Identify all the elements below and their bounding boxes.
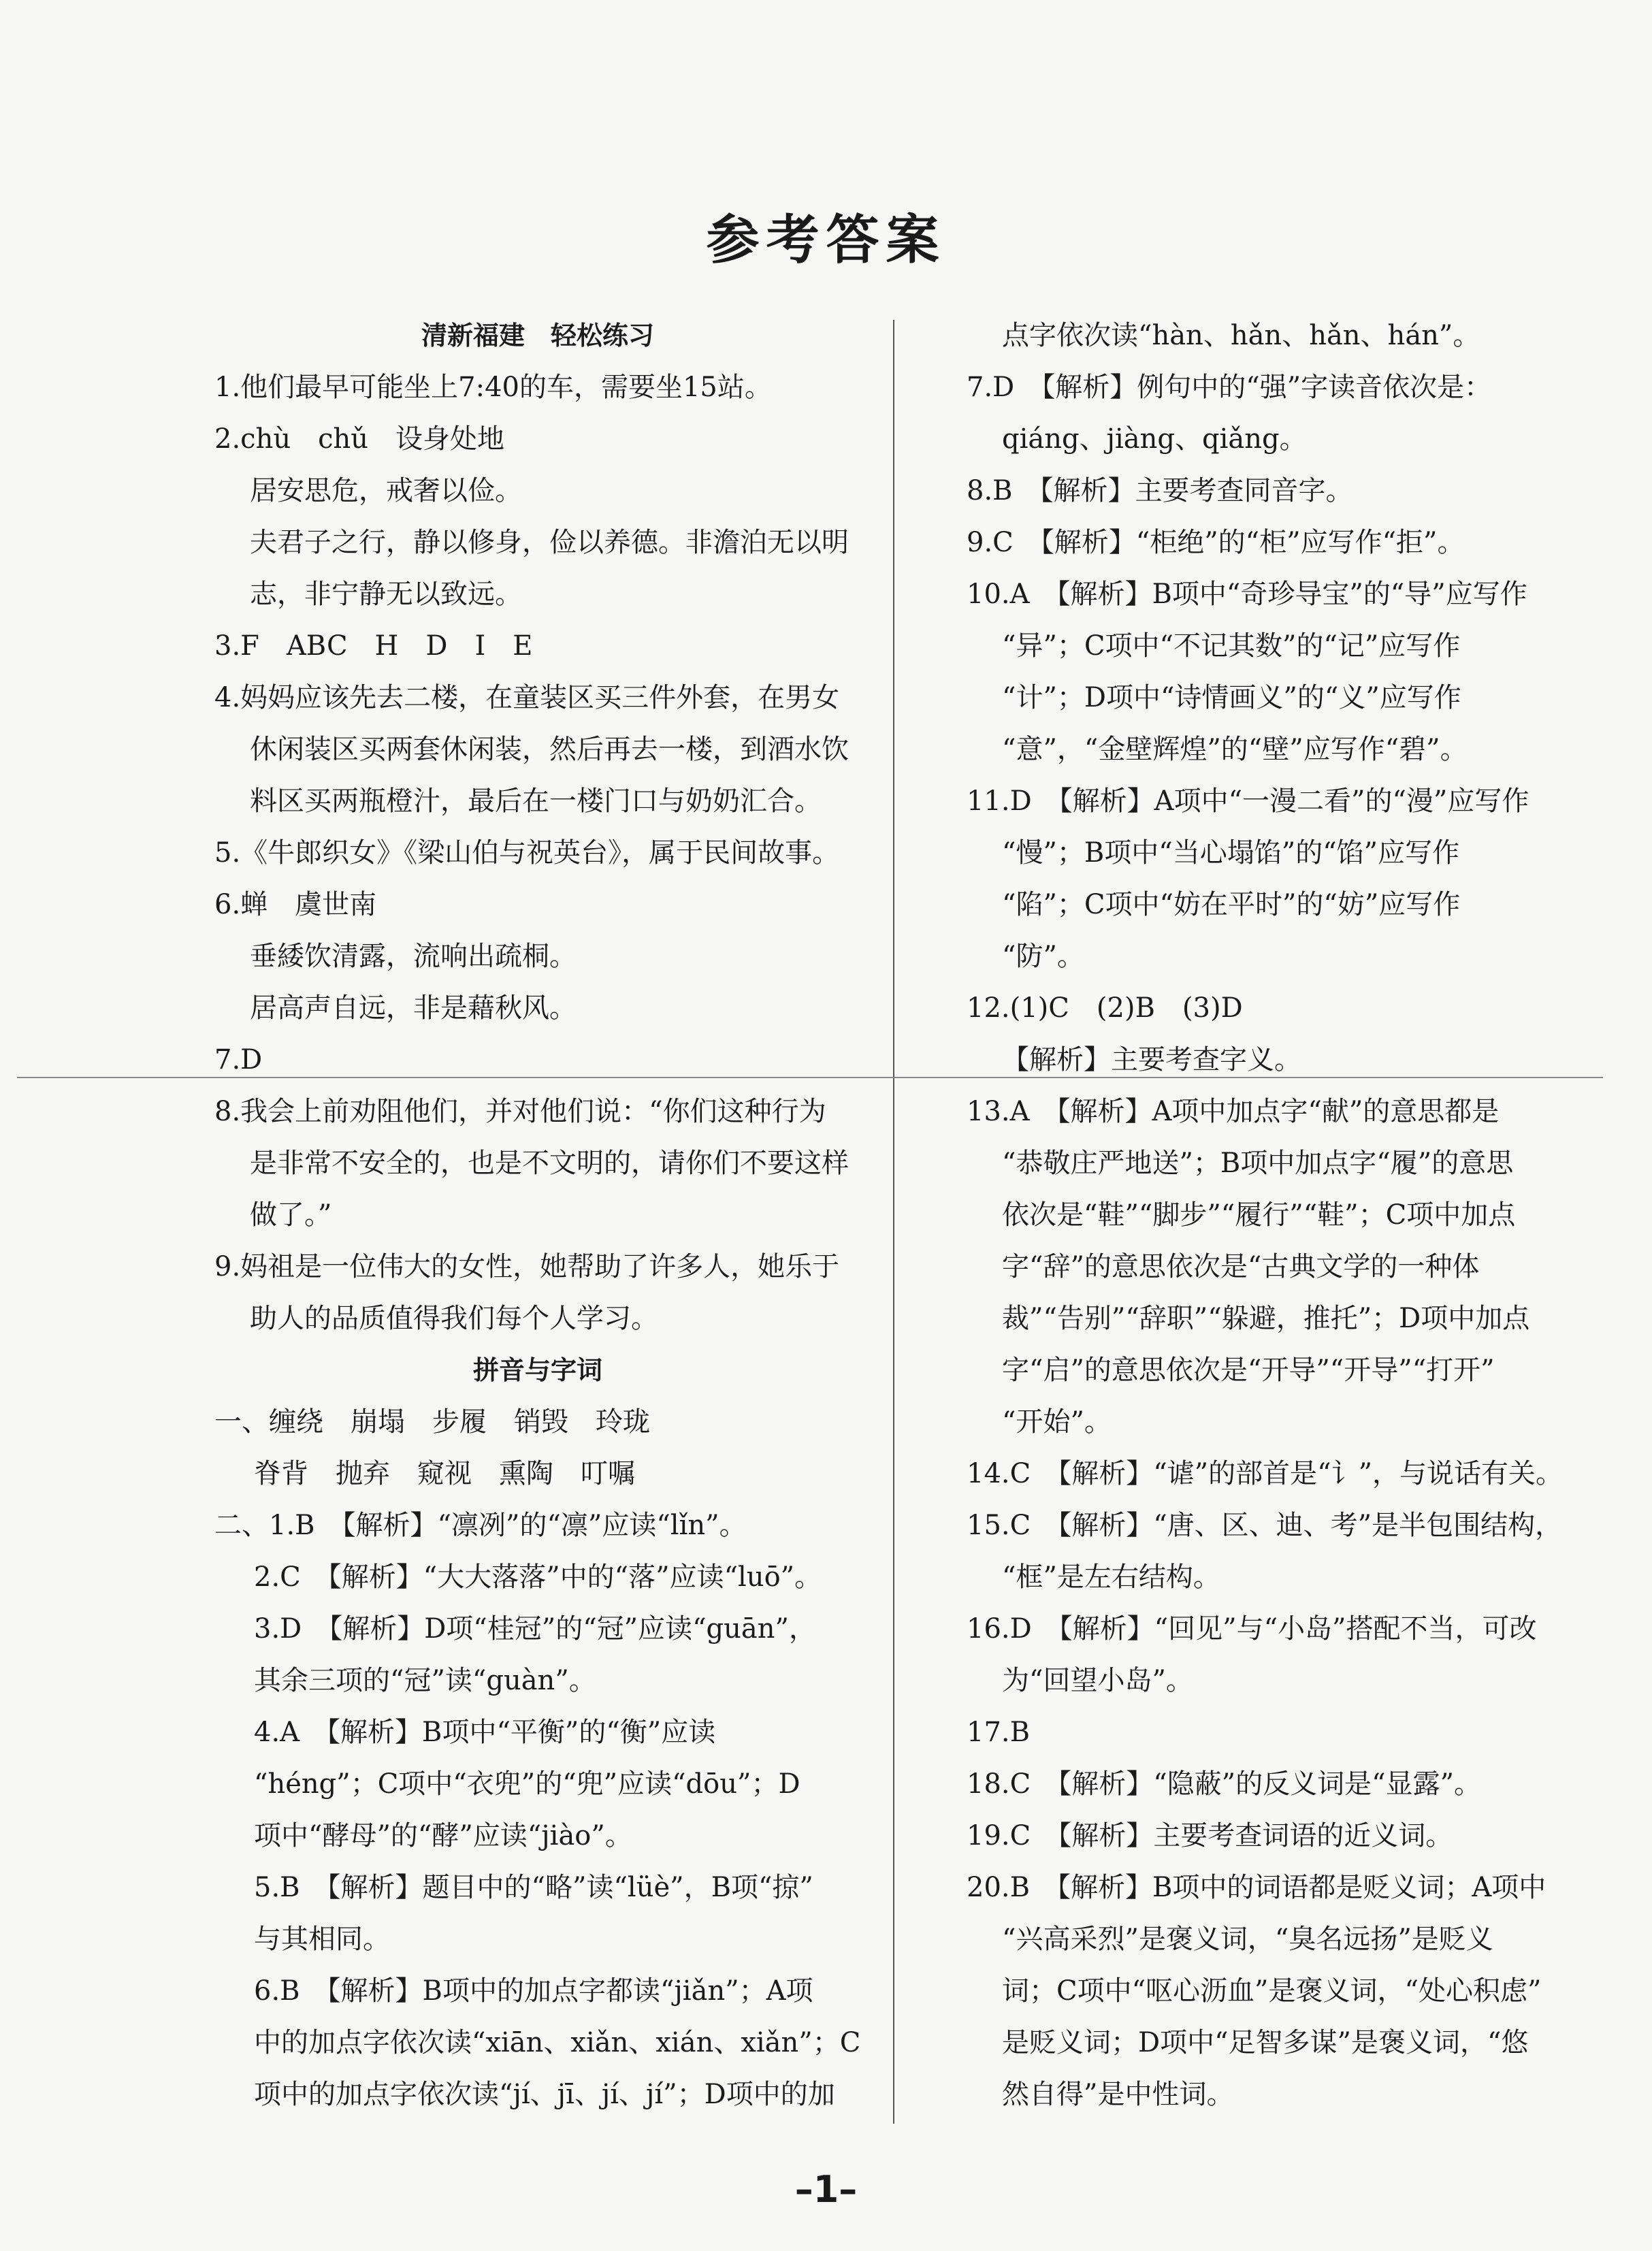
answer-line: 垂緌饮清露，流响出疏桐。 — [250, 941, 577, 972]
answer-line: 做了。” — [250, 1199, 332, 1231]
answer-line: 二、1.B 【解析】“凛冽”的“凛”应读“lǐn”。 — [214, 1510, 747, 1541]
answer-line: 20.B 【解析】B项中的词语都是贬义词；A项中 — [967, 1872, 1546, 1903]
section-title-practice: 清新福建 轻松练习 — [421, 321, 654, 351]
answer-line: “防”。 — [1002, 941, 1084, 972]
answer-line: 5.B 【解析】题目中的“略”读“lüè”，B项“掠” — [254, 1872, 813, 1903]
section-title-pinyin: 拼音与字词 — [472, 1355, 602, 1385]
page-title: 参考答案 — [706, 210, 946, 271]
answer-line: 11.D 【解析】A项中“一漫二看”的“漫”应写作 — [967, 786, 1529, 817]
answer-line: 与其相同。 — [254, 1924, 390, 1955]
answer-line: “慢”；B项中“当心塌馅”的“馅”应写作 — [1002, 837, 1460, 869]
answer-line: 6.B 【解析】B项中的加点字都读“jiǎn”；A项 — [254, 1975, 813, 2007]
answer-line: 夫君子之行，静以修身，俭以养德。非澹泊无以明 — [250, 527, 849, 558]
answer-line: 一、缠绕 崩塌 步履 销毁 玲珑 — [214, 1406, 650, 1438]
answer-line: 3.D 【解析】D项“桂冠”的“冠”应读“guān”， — [254, 1613, 816, 1645]
answer-line: 7.D 【解析】例句中的“强”字读音依次是： — [967, 372, 1492, 403]
answer-line: 脊背 抛弃 窥视 熏陶 叮嘱 — [254, 1458, 635, 1489]
answer-line: 【解析】主要考查字义。 — [1002, 1044, 1301, 1075]
column-divider — [893, 320, 894, 2124]
answer-line: “陷”；C项中“妨在平时”的“妨”应写作 — [1002, 889, 1461, 920]
answer-line: 5.《牛郎织女》《梁山伯与祝英台》，属于民间故事。 — [214, 837, 840, 869]
answer-line: 字“启”的意思依次是“开导”“开导”“打开” — [1002, 1355, 1495, 1386]
answer-line: 志，非宁静无以致远。 — [250, 579, 522, 610]
answer-line: 项中“酵母”的“酵”应读“jiào”。 — [254, 1820, 632, 1851]
answer-line: “计”；D项中“诗情画义”的“义”应写作 — [1002, 682, 1461, 713]
answer-line: 是非常不安全的，也是不文明的，请你们不要这样 — [250, 1148, 849, 1179]
answer-line: 19.C 【解析】主要考查词语的近义词。 — [967, 1820, 1453, 1851]
answer-line: “框”是左右结构。 — [1002, 1561, 1220, 1593]
answer-line: 助人的品质值得我们每个人学习。 — [250, 1303, 658, 1334]
answer-line: 2.C 【解析】“大大落落”中的“落”应读“luō”。 — [254, 1561, 822, 1593]
answer-line: 依次是“鞋”“脚步”“履行”“鞋”；C项中加点 — [1002, 1199, 1516, 1231]
answer-line: 居高声自远，非是藉秋风。 — [250, 992, 577, 1024]
answer-line: 然自得”是中性词。 — [1002, 2079, 1234, 2110]
answer-line: 9.妈祖是一位伟大的女性，她帮助了许多人，她乐于 — [214, 1251, 840, 1282]
answer-line: 17.B — [967, 1717, 1031, 1748]
answer-line: 字“辞”的意思依次是“古典文学的一种体 — [1002, 1251, 1480, 1282]
answer-line: 1.他们最早可能坐上7:40的车，需要坐15站。 — [214, 372, 772, 403]
answer-line: “开始”。 — [1002, 1406, 1112, 1438]
answer-line: 中的加点字依次读“xiān、xiǎn、xián、xiǎn”；C — [254, 2027, 861, 2058]
answer-line: 14.C 【解析】“谑”的部首是“讠”，与说话有关。 — [967, 1458, 1564, 1489]
answer-line: 7.D — [214, 1044, 263, 1075]
answer-line: “恭敬庄严地送”；B项中加点字“履”的意思 — [1002, 1148, 1514, 1179]
answer-line: “兴高采烈”是褒义词，“臭名远扬”是贬义 — [1002, 1924, 1493, 1955]
answer-line: 为“回望小岛”。 — [1002, 1665, 1193, 1696]
answer-line: 10.A 【解析】B项中“奇珍导宝”的“导”应写作 — [967, 579, 1527, 610]
answer-line: 料区买两瓶橙汁，最后在一楼门口与奶奶汇合。 — [250, 786, 822, 817]
answer-line: 裁”“告别”“辞职”“躲避，推托”；D项中加点 — [1002, 1303, 1530, 1334]
answer-line: 13.A 【解析】A项中加点字“献”的意思都是 — [967, 1096, 1500, 1127]
answer-line: 16.D 【解析】“回见”与“小岛”搭配不当，可改 — [967, 1613, 1537, 1645]
page-number: –1– — [794, 2168, 858, 2211]
answer-line: 12.(1)C (2)B (3)D — [967, 992, 1243, 1024]
answer-line: 15.C 【解析】“唐、区、迪、考”是半包围结构， — [967, 1510, 1563, 1541]
answer-line: 9.C 【解析】“柜绝”的“柜”应写作“拒”。 — [967, 527, 1465, 558]
answer-line: “异”；C项中“不记其数”的“记”应写作 — [1002, 630, 1461, 662]
answer-line: 词；C项中“呕心沥血”是褒义词，“处心积虑” — [1002, 1975, 1542, 2007]
answer-line: 6.蝉 虞世南 — [214, 889, 377, 920]
answer-line: 项中的加点字依次读“jí、jī、jí、jí”；D项中的加 — [254, 2079, 835, 2110]
answer-line: 2.chù chǔ 设身处地 — [214, 423, 505, 455]
answer-line: “意”，“金壁辉煌”的“壁”应写作“碧”。 — [1002, 734, 1468, 765]
right-column — [967, 310, 1596, 2120]
answer-line: 8.B 【解析】主要考查同音字。 — [967, 475, 1353, 506]
answer-line: qiáng、jiàng、qiǎng。 — [1002, 423, 1307, 455]
answer-line: 4.A 【解析】B项中“平衡”的“衡”应读 — [254, 1717, 716, 1748]
left-column — [214, 310, 861, 2120]
answer-line: 4.妈妈应该先去二楼，在童装区买三件外套，在男女 — [214, 682, 840, 713]
answer-line: 是贬义词；D项中“足智多谋”是褒义词，“悠 — [1002, 2027, 1529, 2058]
answer-line: 其余三项的“冠”读“guàn”。 — [254, 1665, 596, 1696]
answer-line: 18.C 【解析】“隐蔽”的反义词是“显露”。 — [967, 1768, 1482, 1800]
answer-line: “héng”；C项中“衣兜”的“兜”应读“dōu”；D — [254, 1768, 800, 1800]
answer-line: 8.我会上前劝阻他们，并对他们说：“你们这种行为 — [214, 1096, 826, 1127]
answer-line: 居安思危，戒奢以俭。 — [250, 475, 522, 506]
answer-line: 点字依次读“hàn、hǎn、hǎn、hán”。 — [1002, 320, 1480, 351]
answer-line: 3.F ABC H D I E — [214, 630, 533, 662]
answer-line: 休闲装区买两套休闲装，然后再去一楼，到酒水饮 — [250, 734, 849, 765]
